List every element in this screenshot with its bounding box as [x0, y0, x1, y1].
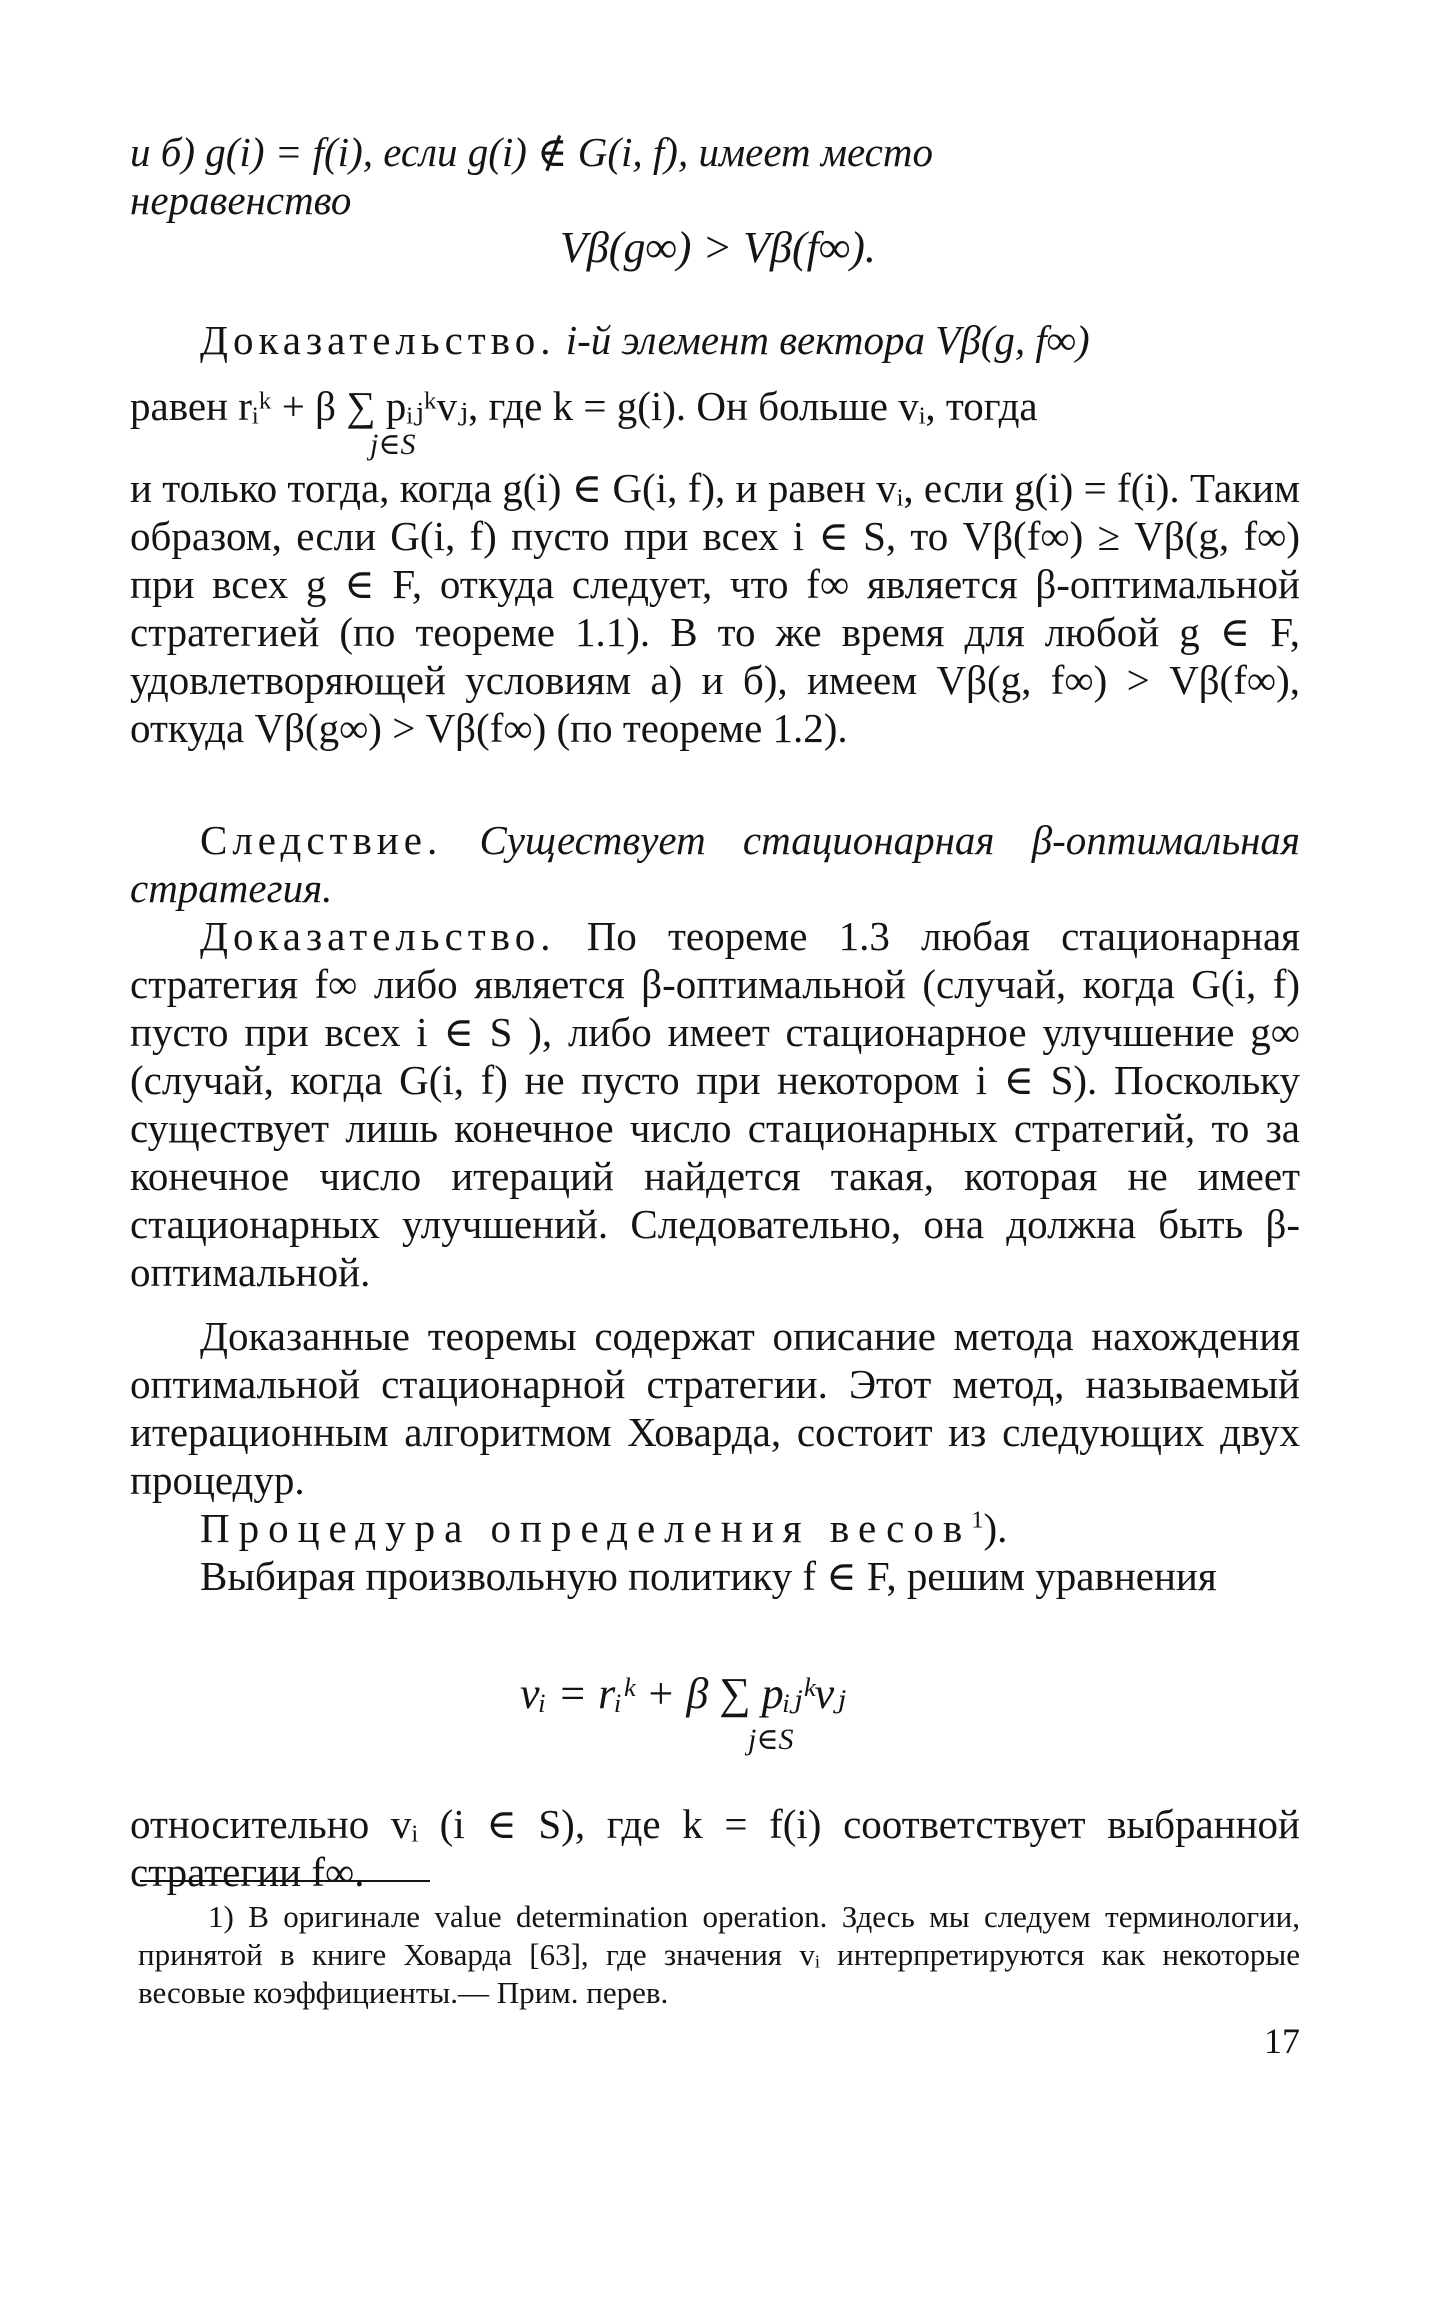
- relative-paragraph: относительно vᵢ (i ∈ S), где k = f(i) соответствует выбранной стратегии f∞.: [130, 1801, 1300, 1895]
- proof-label: Доказательство.: [200, 317, 556, 363]
- inequality-formula: Vβ(g∞) > Vβ(f∞).: [560, 223, 876, 272]
- condition-b: [130, 128, 1300, 224]
- value-equation-subscript: j∈S: [748, 1723, 794, 1756]
- choose-policy-paragraph: Выбирая произвольную политику f ∈ F, решим уравнения: [200, 1553, 1217, 1599]
- method-paragraph: Доказанные теоремы содержат описание метода нахождения оптимальной стационарной стратегии. Этот метод, называемый итерационным алгоритмом Ховарда, состоит из следующих двух процедур.: [130, 1313, 1300, 1503]
- proof-paragraph-2: [130, 912, 1300, 1296]
- footnote-text: В оригинале value determination operation. Здесь мы следуем терминологии, принятой в книге Ховарда [63], где значения vᵢ интерпретируются как некоторые весовые коэффициенты.— Прим. перев.: [138, 1899, 1301, 2010]
- value-equation-main: vᵢ = rᵢᵏ + β ∑ pᵢⱼᵏvⱼ: [520, 1669, 846, 1718]
- page-number: 17: [1264, 2021, 1300, 2061]
- proof-paragraph-1: [130, 316, 1300, 752]
- procedure-tail: ).: [983, 1505, 1008, 1551]
- corollary-text: Существует стационарная β-оптимальная стратегия.: [130, 817, 1300, 911]
- footnote-mark: 1): [208, 1899, 234, 1934]
- proof2-text: По теореме 1.3 любая стационарная стратегия f∞ либо является β-оптимальной (случай, когда G(i, f) пусто при всех i ∈ S ), либо имеет стационарное улучшение g∞ (случай, когда G(i, f) не пусто при некотором i ∈ S). Поскольку существует лишь конечное число стационарных стратегий, то за конечное число итераций найдется такая, которая не имеет стационарных улучшений. Следовательно, она должна быть β-оптимальной.: [130, 913, 1301, 1295]
- proof-line1-text: i-й элемент вектора Vβ(g, f∞): [565, 317, 1090, 363]
- procedure-label: Процедура определения весов: [200, 1505, 972, 1551]
- corollary-paragraph: [130, 816, 1300, 912]
- proof-line2: равен rᵢᵏ + β ∑ pᵢⱼᵏvⱼ, где k = g(i). Он больше vᵢ, тогда: [130, 383, 1038, 429]
- footnote: [138, 1898, 1300, 2012]
- proof2-label: Доказательство.: [200, 913, 556, 959]
- procedure-heading: [130, 1504, 1300, 1552]
- condition-b-line2: неравенство: [130, 177, 352, 223]
- value-equation: [520, 1668, 846, 1756]
- sum-index-subscript: j∈S: [370, 428, 416, 461]
- condition-b-line1: и б) g(i) = f(i), если g(i) ∉ G(i, f), имеет место: [130, 129, 933, 175]
- footnote-reference: 1: [971, 1506, 984, 1534]
- corollary-label: Следствие.: [200, 817, 443, 863]
- proof-body: и только тогда, когда g(i) ∈ G(i, f), и равен vᵢ, если g(i) = f(i). Таким образом, если G(i, f) пусто при всех i ∈ S, то Vβ(f∞) ≥ Vβ(g, f∞) при всех g ∈ F, откуда следует, что f∞ является β-оптимальной стратегией (по теореме 1.1). В то же время для любой g ∈ F, удовлетворяющей условиям а) и б), имеем Vβ(g, f∞) > Vβ(f∞), откуда Vβ(g∞) > Vβ(f∞) (по теореме 1.2).: [130, 465, 1300, 751]
- footnote-divider: [140, 1880, 430, 1882]
